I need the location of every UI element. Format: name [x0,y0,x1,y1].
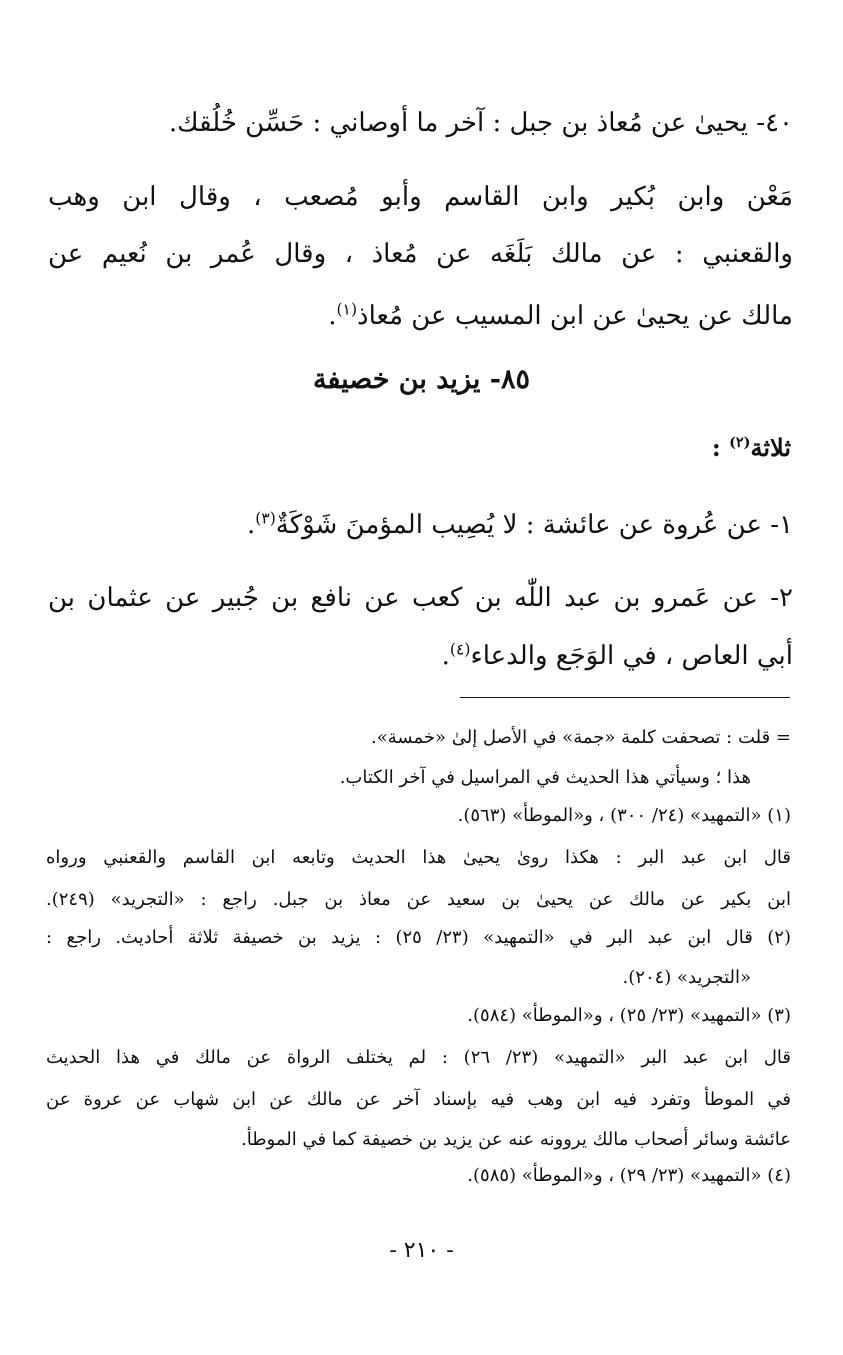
footnote-3-line-2: قال ابن عبد البر «التمهيد» (٢٣/ ٢٦) : لم يختلف الرواة عن مالك في هذا الحديث [46,1047,791,1068]
hadith-40-line-4 [48,296,793,336]
footnote-marker-2: (٢) [729,434,751,451]
footnote-1-line-1: (١) «التمهيد» (٢٤/ ٣٠٠) ، و«الموطأ» (٥٦٣). [457,805,791,826]
footnote-3-line-3: في الموطأ وتفرد فيه ابن وهب فيه بإسناد آخر عن مالك عن ابن شهاب عن عروة عن [46,1089,791,1110]
footnote-1-line-2: قال ابن عبد البر : هكذا روىٰ يحيىٰ هذا الحديث وتابعه ابن القاسم والقعنبي ورواه [46,847,791,868]
subheading-text: ثلاثة [750,433,791,462]
footnote-3-line-1: (٣) «التمهيد» (٢٣/ ٢٥) ، و«الموطأ» (٥٨٤). [467,1005,791,1026]
item-1-text: ١- عن عُروة عن عائشة : لا يُصِيب المؤمنَ شَوْكَةٌ [275,510,793,540]
footnote-0-line-1: = قلت : تصحفت كلمة «جمة» في الأصل إلىٰ «خمسة». [371,727,791,748]
footnote-2-line-1: (٢) قال ابن عبد البر في «التمهيد» (٢٣/ ٢٥) : يزيد بن خصيفة ثلاثة أحاديث. راجع : [46,927,791,948]
footnote-3-line-4: عائشة وسائر أصحاب مالك يروونه عنه عن يزيد بن خصيفة كما في الموطأ. [241,1129,791,1150]
footnote-0-line-2: هذا ؛ وسيأتي هذا الحديث في المراسيل في آخر الكتاب. [339,767,751,788]
section-heading: ٨٥- يزيد بن خصيفة [313,364,530,395]
item-2-line-2 [48,636,793,676]
item-2-line-2-end: . [441,641,450,671]
subheading-end: : [711,433,730,462]
item-2-line-2-text: أبي العاص ، في الوَجَع والدعاء [470,641,793,671]
subheading [491,430,791,466]
item-1 [48,505,793,545]
page-number: - ٢١٠ - [389,1238,454,1263]
footnote-separator [460,697,790,698]
footnote-1-line-3: ابن بكير عن مالك عن يحيىٰ بن سعيد عن معاذ بن جبل. راجع : «التجريد» (٢٤٩). [46,889,791,910]
item-1-end: . [246,510,256,540]
footnote-marker-1: (١) [336,300,358,319]
footnote-marker-3: (٣) [255,509,276,528]
hadith-40-line-4-text: مالك عن يحيىٰ عن ابن المسيب عن مُعاذ [357,301,793,331]
footnote-marker-4: (٤) [449,640,471,659]
hadith-40-line-3: والقعنبي : عن مالك بَلَغَه عن مُعاذ ، وقال عُمر بن نُعيم عن [48,239,793,269]
footnote-4-line-1: (٤) «التمهيد» (٢٣/ ٢٩) ، و«الموطأ» (٥٨٥). [467,1165,791,1186]
hadith-40-line-1: ٤٠- يحيىٰ عن مُعاذ بن جبل : آخر ما أوصاني : حَسِّن خُلُقك. [168,108,793,138]
hadith-40-line-2: مَعْن وابن بُكير وابن القاسم وأبو مُصعب ، وقال ابن وهب [48,182,793,212]
hadith-40-line-4-end: . [328,301,337,331]
footnote-2-line-2: «التجريد» (٢٠٤). [622,967,751,988]
item-2-line-1: ٢- عن عَمرو بن عبد اللّٰه بن كعب عن نافع بن جُبير عن عثمان بن [48,583,793,613]
